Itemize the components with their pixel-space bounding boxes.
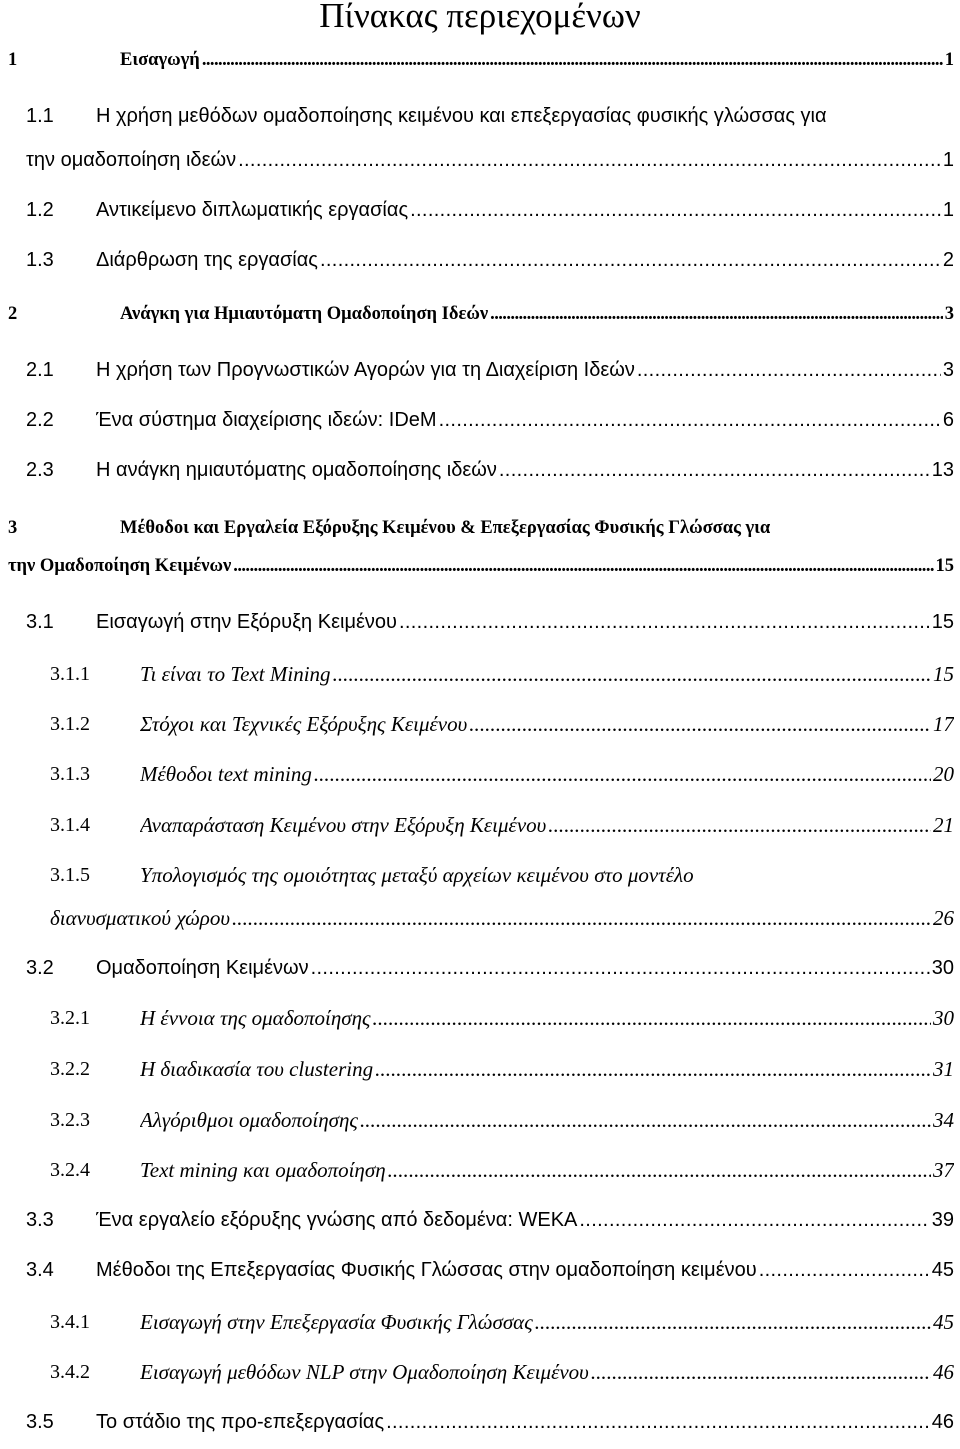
toc-entry-number: 1.2 — [26, 199, 54, 221]
toc-entry-line — [140, 759, 954, 789]
toc-entry-number: 2.2 — [26, 409, 54, 431]
toc-entry-title-continued[interactable]: την ομαδοποίηση ιδεών — [26, 149, 237, 171]
leader-dots — [386, 1407, 930, 1437]
toc-entry-line — [120, 299, 954, 329]
toc-entry-page[interactable]: 46 — [931, 1411, 954, 1433]
toc-entry-title[interactable]: Διάρθρωση της εργασίας — [96, 249, 318, 271]
toc-entry-line — [96, 245, 954, 275]
toc-entry-number: 3.2.4 — [50, 1159, 90, 1181]
leader-dots — [233, 551, 933, 581]
leader-dots — [591, 1357, 931, 1387]
toc-entry-title[interactable]: Ένα σύστημα διαχείρισης ιδεών: IDeM — [96, 409, 437, 431]
toc-entry-page[interactable]: 45 — [931, 1259, 954, 1281]
toc-entry-number: 3.2.1 — [50, 1007, 90, 1029]
toc-entry-page[interactable]: 1 — [942, 199, 954, 221]
toc-entry-number: 3.3 — [26, 1209, 54, 1231]
leader-dots — [232, 903, 931, 933]
toc-entry-number: 3.1.3 — [50, 763, 90, 785]
toc-entry-title[interactable]: Text mining και ομαδοποίηση — [140, 1158, 386, 1182]
toc-entry-line — [96, 455, 954, 485]
toc-entry-page[interactable]: 1 — [944, 50, 954, 70]
toc-entry-number: 2 — [8, 304, 18, 324]
toc-entry-page[interactable]: 15 — [933, 662, 954, 686]
leader-dots — [490, 299, 943, 329]
toc-entry-title[interactable]: Ένα εργαλείο εξόρυξης γνώσης από δεδομένα: WEKA — [96, 1209, 578, 1231]
toc-entry-number: 3.2.3 — [50, 1109, 90, 1131]
toc-entry-number: 3.1 — [26, 611, 54, 633]
toc-entry-number: 2.1 — [26, 359, 54, 381]
toc-entry-title[interactable]: Εισαγωγή — [120, 50, 200, 70]
leader-dots — [333, 659, 931, 689]
toc-entry-page[interactable]: 26 — [933, 906, 954, 930]
toc-entry-title[interactable]: Η διαδικασία του clustering — [140, 1057, 374, 1081]
toc-entry-number: 3.1.5 — [50, 864, 90, 886]
leader-dots — [469, 709, 931, 739]
toc-entry-title[interactable]: Η χρήση των Προγνωστικών Αγορών για τη Διαχείριση Ιδεών — [96, 359, 635, 381]
toc-entry-number: 3.4.1 — [50, 1311, 90, 1333]
toc-entry-title[interactable]: Μέθοδοι text mining — [140, 762, 312, 786]
toc-entry-number: 3.4.2 — [50, 1361, 90, 1383]
toc-entry-title-continued[interactable]: την Ομαδοποίηση Κειμένων — [8, 556, 232, 576]
toc-entry-page[interactable]: 39 — [931, 1209, 954, 1231]
leader-dots — [410, 195, 941, 225]
toc-entry-number: 3.4 — [26, 1259, 54, 1281]
toc-entry-page[interactable]: 17 — [933, 712, 954, 736]
toc-entry-page[interactable]: 46 — [933, 1360, 954, 1384]
toc-entry-number: 3.2 — [26, 957, 54, 979]
toc-entry-line — [140, 1155, 954, 1185]
toc-entry-title[interactable]: Υπολογισμός της ομοιότητας μεταξύ αρχείων κειμένου στο μοντέλο — [140, 863, 694, 887]
leader-dots — [314, 759, 931, 789]
toc-entry-number: 2.3 — [26, 459, 54, 481]
toc-entry-number: 3 — [8, 518, 18, 538]
toc-entry-title[interactable]: Αναπαράσταση Κειμένου στην Εξόρυξη Κειμένου — [140, 813, 547, 837]
toc-entry-number: 1.1 — [26, 105, 54, 127]
toc-entry-line — [50, 903, 954, 933]
toc-entry-page[interactable]: 30 — [931, 957, 954, 979]
leader-dots — [311, 953, 930, 983]
toc-entry-line — [96, 1255, 954, 1285]
toc-entry-title[interactable]: Εισαγωγή στην Επεξεργασία Φυσικής Γλώσσας — [140, 1310, 533, 1334]
toc-entry-title[interactable]: Η χρήση μεθόδων ομαδοποίησης κειμένου και επεξεργασίας φυσικής γλώσσας για — [96, 105, 827, 127]
toc-entry-line — [140, 1003, 954, 1033]
toc-entry-page[interactable]: 15 — [931, 611, 954, 633]
toc-entry-number: 3.5 — [26, 1411, 54, 1433]
toc-entry-number: 1.3 — [26, 249, 54, 271]
toc-entry-line — [140, 1054, 954, 1084]
toc-entry-line — [120, 45, 954, 75]
toc-entry-line — [96, 607, 954, 637]
leader-dots — [439, 405, 941, 435]
toc-entry-title[interactable]: Μέθοδοι της Επεξεργασίας Φυσικής Γλώσσας στην ομαδοποίηση κειμένου — [96, 1259, 757, 1281]
leader-dots — [759, 1255, 930, 1285]
toc-entry-title[interactable]: Εισαγωγή μεθόδων NLP στην Ομαδοποίηση Κειμένου — [140, 1360, 589, 1384]
leader-dots — [548, 810, 931, 840]
toc-entry-page[interactable]: 3 — [944, 304, 954, 324]
toc-entry-title[interactable]: Ομαδοποίηση Κειμένων — [96, 957, 309, 979]
toc-title: Πίνακας περιεχομένων — [319, 0, 641, 35]
toc-entry-line — [96, 195, 954, 225]
toc-entry-title[interactable]: Η ανάγκη ημιαυτόματης ομαδοποίησης ιδεών — [96, 459, 497, 481]
toc-entry-line — [96, 1407, 954, 1437]
leader-dots — [238, 145, 941, 175]
leader-dots — [375, 1054, 931, 1084]
toc-entry-page[interactable]: 15 — [935, 556, 954, 576]
toc-entry-title[interactable]: Στόχοι και Τεχνικές Εξόρυξης Κειμένου — [140, 712, 468, 736]
toc-entry-page[interactable]: 13 — [931, 459, 954, 481]
toc-entry-line — [140, 810, 954, 840]
toc-entry-title[interactable]: Εισαγωγή στην Εξόρυξη Κειμένου — [96, 611, 397, 633]
toc-entry-page[interactable]: 1 — [942, 149, 954, 171]
toc-entry-number: 3.1.2 — [50, 713, 90, 735]
toc-entry-line — [8, 551, 954, 581]
leader-dots — [535, 1307, 931, 1337]
toc-entry-title[interactable]: Ανάγκη για Ημιαυτόματη Ομαδοποίηση Ιδεών — [120, 304, 489, 324]
toc-entry-title[interactable]: Το στάδιο της προ-επεξεργασίας — [96, 1411, 385, 1433]
toc-entry-number: 1 — [8, 50, 18, 70]
toc-entry-title[interactable]: Τι είναι το Text Mining — [140, 662, 331, 686]
toc-entry-page[interactable]: 31 — [933, 1057, 954, 1081]
toc-entry-line — [96, 953, 954, 983]
toc-entry-line — [96, 1205, 954, 1235]
toc-entry-page[interactable]: 30 — [933, 1006, 954, 1030]
toc-entry-number: 3.2.2 — [50, 1058, 90, 1080]
leader-dots — [399, 607, 930, 637]
toc-entry-line — [140, 1105, 954, 1135]
leader-dots — [360, 1105, 931, 1135]
toc-entry-page[interactable]: 3 — [942, 359, 954, 381]
toc-entry-page[interactable]: 45 — [933, 1310, 954, 1334]
leader-dots — [637, 355, 941, 385]
toc-entry-line — [140, 659, 954, 689]
toc-entry-number: 3.1.1 — [50, 663, 90, 685]
leader-dots — [320, 245, 941, 275]
toc-entry-page[interactable]: 6 — [942, 409, 954, 431]
toc-entry-line — [96, 355, 954, 385]
toc-entry-page[interactable]: 20 — [933, 762, 954, 786]
toc-entry-line — [96, 405, 954, 435]
leader-dots — [579, 1205, 929, 1235]
toc-entry-title[interactable]: Μέθοδοι και Εργαλεία Εξόρυξης Κειμένου & Επεξεργασίας Φυσικής Γλώσσας για — [120, 518, 771, 538]
leader-dots — [373, 1003, 931, 1033]
toc-entry-page[interactable]: 21 — [933, 813, 954, 837]
toc-entry-page[interactable]: 2 — [942, 249, 954, 271]
toc-entry-number: 3.1.4 — [50, 814, 90, 836]
toc-entry-page[interactable]: 34 — [933, 1108, 954, 1132]
leader-dots — [202, 45, 943, 75]
leader-dots — [499, 455, 930, 485]
toc-entry-line — [140, 709, 954, 739]
toc-entry-title[interactable]: Η έννοια της ομαδοποίησης — [140, 1006, 371, 1030]
toc-entry-page[interactable]: 37 — [933, 1158, 954, 1182]
toc-entry-title-continued[interactable]: διανυσματικού χώρου — [50, 906, 230, 930]
leader-dots — [388, 1155, 931, 1185]
toc-entry-line — [26, 145, 954, 175]
toc-entry-line — [140, 1307, 954, 1337]
toc-entry-line — [140, 1357, 954, 1387]
toc-entry-title[interactable]: Αλγόριθμοι ομαδοποίησης — [140, 1108, 358, 1132]
toc-entry-title[interactable]: Αντικείμενο διπλωματικής εργασίας — [96, 199, 409, 221]
